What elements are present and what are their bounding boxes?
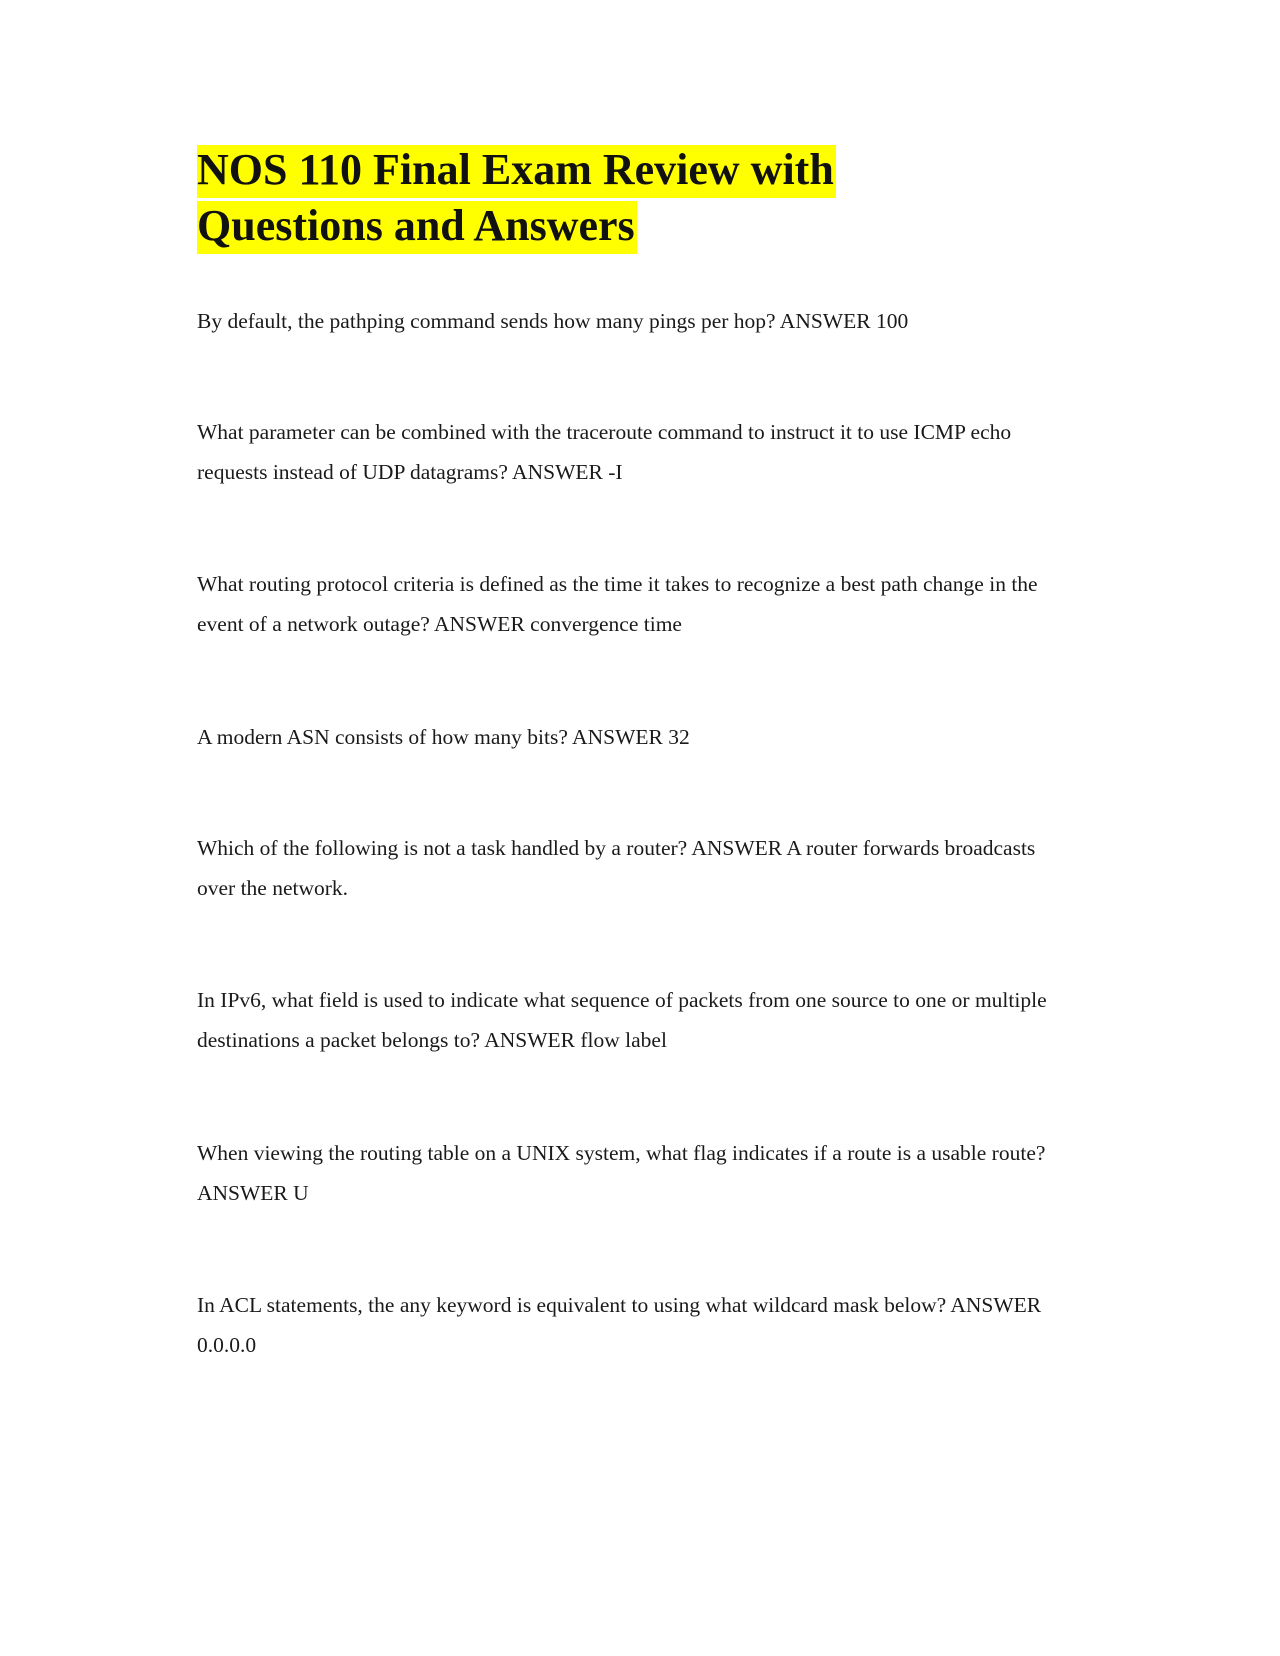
- qa-item: What routing protocol criteria is defined as the time it takes to recognize a best path change in the event of a network outage? ANSWER convergence time: [197, 572, 1038, 636]
- title-line-1: NOS 110 Final Exam Review with: [197, 145, 836, 198]
- qa-item: Which of the following is not a task handled by a router? ANSWER A router forwards broadcasts over the network.: [197, 836, 1036, 900]
- document-title: [197, 142, 917, 254]
- qa-item: What parameter can be combined with the traceroute command to instruct it to use ICMP echo requests instead of UDP datagrams? ANSWER -I: [197, 420, 1012, 484]
- qa-item: When viewing the routing table on a UNIX system, what flag indicates if a route is a usable route? ANSWER U: [197, 1141, 1046, 1205]
- title-line-2: Questions and Answers: [197, 201, 637, 254]
- qa-item: By default, the pathping command sends how many pings per hop? ANSWER 100: [197, 309, 909, 333]
- qa-item: A modern ASN consists of how many bits? ANSWER 32: [197, 725, 690, 749]
- qa-item: In ACL statements, the any keyword is equivalent to using what wildcard mask below? ANSWER 0.0.0.0: [197, 1293, 1042, 1357]
- qa-item: In IPv6, what field is used to indicate what sequence of packets from one source to one or multiple destinations a packet belongs to? ANSWER flow label: [197, 988, 1047, 1052]
